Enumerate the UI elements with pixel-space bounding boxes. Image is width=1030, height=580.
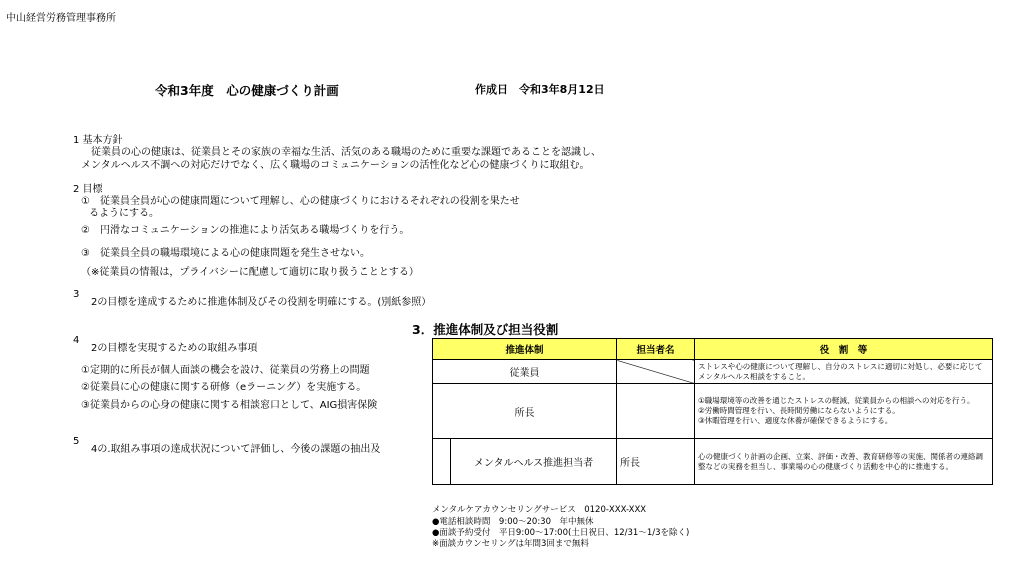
duty-cell: ①職場環境等の改善を通じたストレスの軽減、従業員からの相談への対応を行う。 ②労働時間管理を行い、長時間労働にならないようにする。 ③休暇管理を行い、適度な休養が確保できるようにする。 bbox=[695, 384, 993, 439]
section5-text: 4の.取組み事項の達成状況について評価し、今後の課題の抽出及 bbox=[91, 444, 381, 455]
document-title: 令和3年度 心の健康づくり計画 bbox=[155, 83, 339, 98]
table-row bbox=[433, 384, 993, 439]
action-item: ①定期的に所長が個人面談の機会を設け、従業員の労務上の問題 bbox=[81, 365, 370, 376]
person-cell-empty bbox=[617, 360, 695, 384]
section2-heading: 2 目標 bbox=[73, 184, 103, 195]
table-row bbox=[433, 439, 993, 485]
goal-item-cont: るようにする。 bbox=[89, 208, 159, 219]
table-header-row bbox=[433, 339, 993, 360]
header-duty: 役 割 等 bbox=[695, 339, 993, 360]
person-cell bbox=[617, 384, 695, 439]
counseling-service: メンタルケアカウンセリングサービス 0120-XXX-XXX bbox=[432, 505, 647, 515]
goal-item: ③ 従業員全員の職場環境による心の健康問題を発生させない。 bbox=[81, 248, 370, 259]
privacy-note: （※従業員の情報は，プライバシーに配慮して適切に取り扱うこととする） bbox=[81, 267, 419, 278]
role-cell: 従業員 bbox=[433, 360, 617, 384]
interview-hours: ●面談予約受付 平日9:00～17:00(土日祝日、12/31～1/3を除く) bbox=[432, 528, 690, 538]
section4-heading: 2の目標を実現するための取組み事項 bbox=[91, 343, 258, 354]
role-cell: 所長 bbox=[433, 384, 617, 439]
organization-name: 中山経営労務管理事務所 bbox=[6, 13, 116, 24]
goal-item: ② 円滑なコミュニケーションの推進により活気ある職場づくりを行う。 bbox=[81, 225, 410, 236]
section1-line: 従業員の心の健康は、従業員とその家族の幸福な生活、活気のある職場のために重要な課題であることを認識し、 bbox=[91, 147, 601, 158]
phone-hours: ●電話相談時間 9:00～20:30 年中無休 bbox=[432, 517, 594, 527]
header-person: 担当者名 bbox=[617, 339, 695, 360]
section4-number: 4 bbox=[73, 335, 80, 346]
responsibility-table bbox=[432, 338, 993, 485]
action-item: ③従業員からの心身の健康に関する相談窓口として、AIG損害保険 bbox=[81, 400, 378, 411]
duty-cell: 心の健康づくり計画の企画、立案、評価・改善、教育研修等の実施、関係者の連絡調整などの実務を担当し、事業場の心の健康づくり活動を中心的に推進する。 bbox=[695, 439, 993, 485]
free-counseling-note: ※面談カウンセリングは年間3回まで無料 bbox=[432, 539, 589, 549]
section3-number: 3 bbox=[73, 289, 80, 300]
action-item: ②従業員に心の健康に関する研修（eラーニング）を実施する。 bbox=[81, 382, 367, 393]
section1-line: メンタルヘルス不調への対応だけでなく、広く職場のコミュニケーションの活性化など心の健康づくりに取組む。 bbox=[81, 160, 590, 171]
section1-heading: 1 基本方針 bbox=[73, 135, 123, 146]
duty-cell: ストレスや心の健康について理解し、自分のストレスに適切に対処し、必要に応じてメンタルヘルス相談をすること。 bbox=[695, 360, 993, 384]
header-structure: 推進体制 bbox=[433, 339, 617, 360]
table-row bbox=[433, 360, 993, 384]
role-cell: メンタルヘルス推進担当者 bbox=[451, 439, 617, 485]
creation-date: 作成日 令和3年8月12日 bbox=[475, 83, 605, 96]
section3-text: 2の目標を達成するために推進体制及びその役割を明確にする。(別紙参照） bbox=[91, 297, 432, 308]
section5-number: 5 bbox=[73, 436, 80, 447]
responsibility-title: 3．推進体制及び担当役割 bbox=[412, 322, 559, 337]
indent-cell bbox=[433, 439, 451, 485]
goal-item: ① 従業員全員が心の健康問題について理解し、心の健康づくりにおけるそれぞれの役割を果たせ bbox=[81, 196, 520, 207]
person-cell: 所長 bbox=[617, 439, 695, 485]
